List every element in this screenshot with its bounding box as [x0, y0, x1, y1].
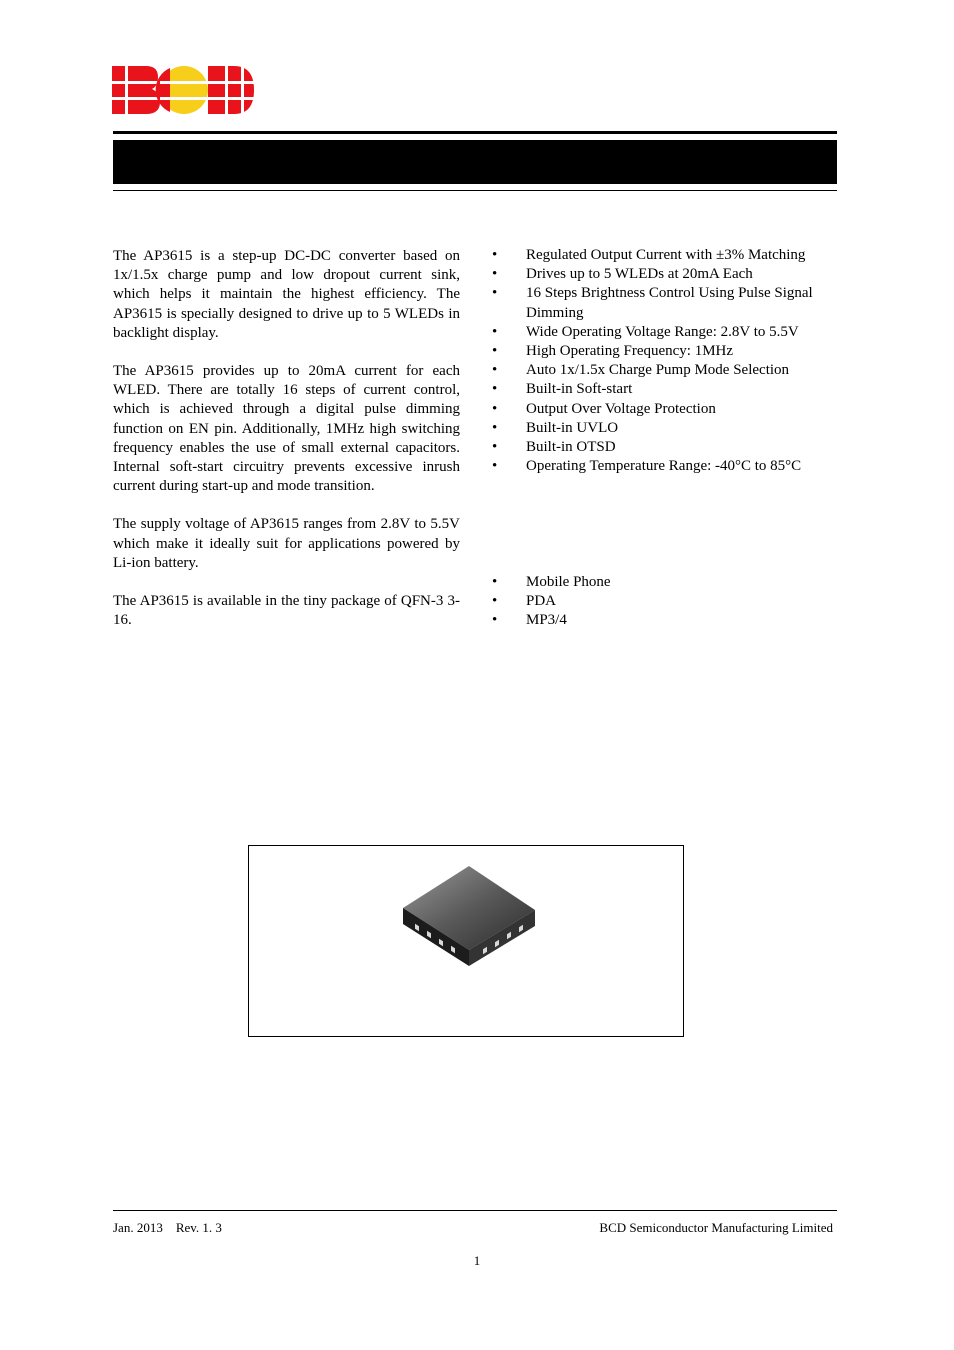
- feature-item: • Auto 1x/1.5x Charge Pump Mode Selection: [490, 361, 850, 380]
- bullet-icon: •: [492, 247, 498, 263]
- bullet-icon: •: [492, 381, 498, 398]
- description-paragraph: The AP3615 is available in the tiny package of QFN-3 3-16.: [113, 593, 460, 629]
- title-underline: [113, 190, 837, 191]
- bullet-icon: •: [492, 439, 498, 456]
- bullet-icon: •: [492, 458, 498, 475]
- bullet-icon: •: [492, 323, 498, 340]
- bcd-logo: [112, 66, 254, 114]
- features-list: [490, 246, 850, 476]
- applications-list: [490, 573, 850, 631]
- bullet-icon: •: [492, 593, 498, 610]
- bullet-icon: •: [492, 266, 498, 283]
- feature-item: • Built-in OTSD: [490, 438, 850, 457]
- feature-item: • Output Over Voltage Protection: [490, 400, 850, 419]
- feature-item: • 16 Steps Brightness Control Using Pulse Signal Dimming: [492, 285, 813, 321]
- feature-item: • Wide Operating Voltage Range: 2.8V to 5.5V: [490, 323, 850, 342]
- feature-item: • Built-in Soft-start: [490, 380, 850, 399]
- bullet-icon: •: [492, 400, 498, 417]
- feature-item: • Built-in UVLO: [490, 419, 850, 438]
- application-item: • MP3/4: [490, 611, 850, 630]
- description-paragraph: The AP3615 is a step-up DC-DC converter based on 1x/1.5x charge pump and low dropout current sink, which helps it maintain the highest efficiency. The AP3615 is specially designed to drive up to 5 WLEDs in backlight display.: [113, 248, 460, 341]
- description-paragraph: The supply voltage of AP3615 ranges from 2.8V to 5.5V which make it ideally suit for applications powered by Li-ion battery.: [113, 516, 460, 571]
- package-figure: [248, 845, 684, 1037]
- page-number: 1: [473, 1253, 481, 1268]
- feature-item: • Regulated Output Current with ±3% Matching: [490, 246, 850, 265]
- footer-company: BCD Semiconductor Manufacturing Limited: [599, 1220, 833, 1235]
- general-description: [113, 247, 460, 649]
- bullet-icon: •: [492, 419, 498, 436]
- header-rule: [113, 131, 837, 134]
- bullet-icon: •: [492, 574, 498, 590]
- bullet-icon: •: [492, 285, 498, 302]
- feature-item: • Operating Temperature Range: -40°C to 85°C: [490, 457, 850, 476]
- qfn-chip-icon: [399, 864, 539, 968]
- bullet-icon: •: [492, 343, 498, 360]
- feature-item: • Drives up to 5 WLEDs at 20mA Each: [490, 265, 850, 284]
- bullet-icon: •: [492, 612, 498, 629]
- feature-item: • High Operating Frequency: 1MHz: [490, 342, 850, 361]
- description-paragraph: The AP3615 provides up to 20mA current for each WLED. There are totally 16 steps of current control, which is achieved through a digital pulse dimming function on EN pin. Additionally, 1MHz high switching frequency enables the use of small external capacitors. Internal soft-start circuitry prevents excessive inrush current during start-up and mode transition.: [113, 363, 460, 495]
- title-bar: [113, 140, 837, 184]
- footer-rule: [113, 1210, 837, 1211]
- bullet-icon: •: [492, 362, 498, 379]
- application-item: • PDA: [490, 592, 850, 611]
- application-item: • Mobile Phone: [490, 573, 850, 592]
- footer-date-revision: Jan. 2013 Rev. 1. 3: [113, 1220, 222, 1235]
